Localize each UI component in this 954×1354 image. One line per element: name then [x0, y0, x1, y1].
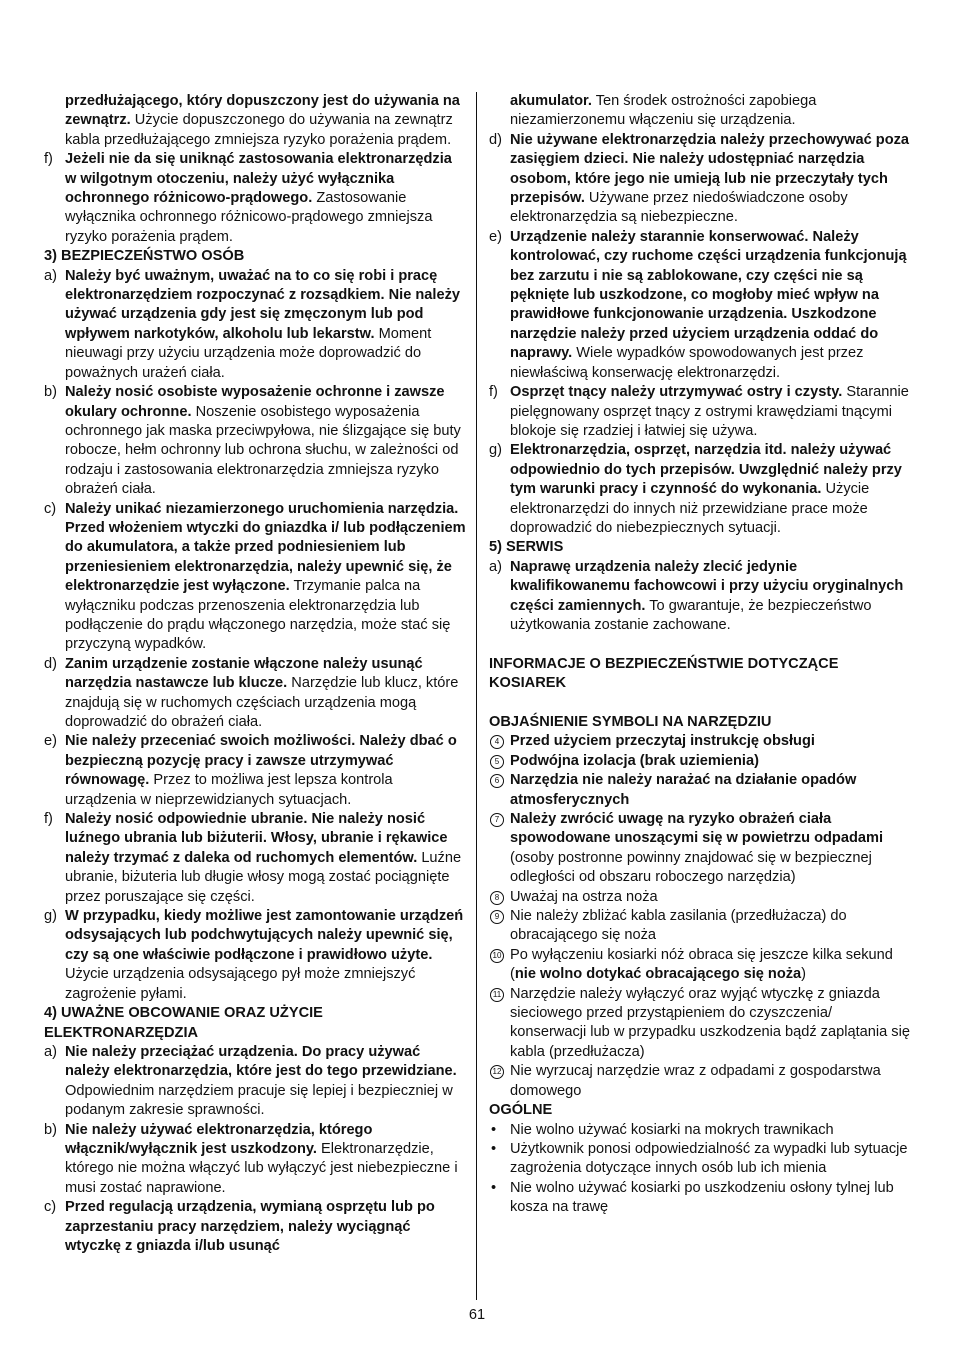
item-bold-text: Zanim urządzenie zostanie włączone należy usunąć narzędzia nastawcze lub klucze. — [65, 655, 423, 692]
circled-number: 7 — [490, 813, 504, 827]
right-column — [489, 92, 912, 1218]
circled-number: 4 — [490, 735, 504, 749]
item-label: e) — [489, 228, 502, 245]
symbol-item — [489, 810, 912, 888]
continued-paragraph: akumulator. Ten środek ostrożności zapobiega niezamierzonemu włączeniu się urządzenia. — [510, 93, 817, 129]
item-bold-text: Nie używane elektronarzędzia należy przechowywać poza zasięgiem dzieci. Nie należy udostępniać narzędzia osobom, które jego nie umieją lub nie przeczytały tych przepisów. — [510, 131, 910, 207]
symbol-text: (osoby postronne powinny znajdować się w bezpiecznej odległości od obszaru roboczego narzędzia) — [510, 849, 872, 886]
item-label: c) — [44, 1199, 57, 1216]
circled-number: 10 — [490, 949, 504, 963]
symbol-item — [489, 732, 912, 751]
item-label: a) — [44, 267, 57, 284]
item-text: Przez to możliwa jest lepsza kontrola urządzenia w nieprzewidzianych sytuacjach. — [65, 772, 393, 808]
symbol-item — [489, 888, 912, 907]
item-bold-text: Należy nosić osobiste wyposażenie ochronne i zawsze okulary ochronne. — [65, 384, 445, 420]
symbol-bold-text: Należy zwrócić uwagę na ryzyko obrażeń ciała spowodowane unoszącymi się w powietrzu odpadami — [510, 811, 884, 847]
list-item — [489, 558, 912, 636]
item-text: Starannie pielęgnowany osprzęt tnący z ostrymi krawędziami tnącymi blokoje się rzadziej i łatwiej się używa. — [510, 384, 909, 439]
item-label: a) — [44, 1043, 57, 1060]
item-bold-text: Naprawę urządzenia należy zlecić jedynie kwalifikowanemu fachowcowi i przy użyciu oryginalnych części zamiennych. — [510, 558, 904, 614]
item-label: e) — [44, 733, 57, 750]
left-column — [44, 92, 466, 1256]
list-item — [44, 732, 466, 810]
section-5-list — [489, 558, 912, 636]
circled-number: 12 — [490, 1065, 504, 1079]
page-number: 61 — [468, 1307, 486, 1323]
bullet-item — [489, 1179, 912, 1218]
list-item — [489, 131, 912, 228]
section-heading: INFORMACJE O BEZPIECZEŃSTWIE DOTYCZĄCE KOSIAREK — [489, 655, 839, 692]
list-item — [489, 383, 912, 441]
column-divider — [476, 92, 477, 1300]
list-item — [44, 655, 466, 733]
item-label: a) — [489, 558, 502, 575]
list-item — [44, 1198, 466, 1256]
item-text: Trzymanie palca na wyłączniku podczas przenoszenia elektronarzędzia lub podłączenie do prądu włączonego narzędzia, może stać się przyczyną wypadków. — [65, 578, 451, 653]
item-label: c) — [44, 500, 57, 517]
section-4-list — [44, 1043, 466, 1256]
item-bold-text: Nie należy używać elektronarzędzia, którego włącznik/wyłącznik jest uszkodzony. — [65, 1121, 373, 1157]
item-text: Wiele wypadków spowodowanych jest przez niewłaściwą konserwację elektronarzędzi. — [510, 345, 864, 381]
list-item — [44, 383, 466, 499]
item-text: To gwarantuje, że bezpieczeństwo użytkowania zostanie zachowane. — [510, 597, 872, 633]
symbol-item — [489, 946, 912, 985]
section-heading: OGÓLNE — [489, 1102, 553, 1119]
symbol-item — [489, 752, 912, 771]
list-item — [44, 907, 466, 1004]
bullet-item — [489, 1140, 912, 1179]
item-bold-text: Przed regulacją urządzenia, wymianą osprzętu lub po zaprzestaniu pracy narzędziem, należy wyciągnąć wtyczkę z gniazda i/lub usunąć — [65, 1199, 435, 1254]
item-bold-text: Nie należy przeciążać urządzenia. Do pracy używać należy elektronarzędzia, które jest do tego przewidziane. — [65, 1043, 457, 1080]
list-item — [44, 267, 466, 383]
symbol-text: Uważaj na ostrza noża — [510, 888, 658, 905]
symbol-text: Po wyłączeniu kosiarki nóż obraca się jeszcze kilka sekund ( — [510, 946, 893, 983]
bullet-text: Nie wolno używać kosiarki po uszkodzeniu osłony tylnej lub kosza na trawę — [510, 1179, 894, 1216]
bullet-icon: • — [491, 1121, 497, 1138]
list-item — [44, 1121, 466, 1199]
symbol-item — [489, 771, 912, 810]
list-item — [489, 441, 912, 538]
symbol-text: Nie wyrzucaj narzędzie wraz z odpadami z gospodarstwa domowego — [510, 1063, 881, 1099]
bullet-icon: • — [491, 1179, 497, 1196]
item-text: Noszenie osobistego wyposażenia ochronnego jak maska przeciwpyłowa, nie ślizgające się buty robocze, hełm ochronny lub ochrona słuchu, w zależności od rodzaju i zastosowania elektronarzędzia zmniejsza ryzyko obrażeń ciała. — [65, 403, 461, 498]
item-bold-text: Należy nosić odpowiednie ubranie. Nie należy nosić luźnego ubrania lub biżuterii. Włosy, ubranie i rękawice należy trzymać z daleka od ruchomych elementów. — [65, 811, 448, 866]
item-label: f) — [44, 811, 53, 828]
item-text: Narzędzie lub klucz, które znajdują się w ruchomych częściach urządzenia mogą doprowadzić do obrażeń ciała. — [65, 675, 459, 730]
list-item — [44, 500, 466, 655]
item-text: Luźne ubranie, biżuteria lub długie włosy mogą zostać pociągnięte przez poruszające się części. — [65, 849, 462, 905]
item-bold-text: W przypadku, kiedy możliwe jest zamontowanie urządzeń odsysających lub podchwytujących należy upewnić się, czy są one właściwie podłączone i prawidłowo użyte. — [65, 908, 464, 963]
item-label: g) — [44, 908, 57, 925]
item-label: f) — [489, 384, 498, 401]
item-bold-text: Elektronarzędzia, osprzęt, narzędzia itd. należy używać odpowiednio do tych przepisów. Uwzględnić należy przy tym warunki pracy i czynność do wykonania. — [510, 442, 902, 498]
bullet-item — [489, 1121, 912, 1140]
item-label: d) — [44, 655, 57, 672]
item-text: Użycie elektronarzędzi do innych niż przewidziane prace może doprowadzić do niebezpiecznych sytuacji. — [510, 481, 870, 536]
item-bold-text: Należy być uważnym, uważać na to co się robi i pracę elektronarzędziem rozpoczynać z rozsądkiem. Nie należy używać urządzenia gdy jest się zmęczonym lub pod wpływem narkotyków, alkoholu lub lekarstw. — [65, 267, 460, 342]
symbol-list — [489, 732, 912, 1101]
symbol-bold-text: Przed użyciem przeczytaj instrukcję obsługi — [510, 733, 815, 750]
list-item — [489, 228, 912, 383]
circled-number: 5 — [490, 755, 504, 769]
item-label: b) — [44, 384, 57, 401]
bullet-text: Nie wolno używać kosiarki na mokrych trawnikach — [510, 1121, 834, 1138]
section-4-list-continued — [489, 131, 912, 539]
section-heading: OBJAŚNIENIE SYMBOLI NA NARZĘDZIU — [489, 713, 772, 730]
symbol-bold-text: Narzędzia nie należy narażać na działanie opadów atmosferycznych — [510, 772, 857, 808]
item-text: Moment nieuwagi przy użyciu urządzenia może doprowadzić do poważnych urażeń ciała. — [65, 325, 432, 381]
symbol-item — [489, 907, 912, 946]
item-label: g) — [489, 442, 502, 459]
symbol-text: ) — [801, 966, 807, 983]
section-heading: 3) BEZPIECZEŃSTWO OSÓB — [44, 248, 245, 265]
item-bold-text: Urządzenie należy starannie konserwować. Należy kontrolować, czy ruchome części urządzenia funkcjonują bez zarzutu i nie są zablokowane, czy części nie są pęknięte lub uszkodzone, co mogłoby mieć wpływ na prawidłowe funkcjonowanie urządzenia. Uszkodzone narzędzie należy przed użyciem urządzenia oddać do naprawy. — [510, 228, 907, 362]
circled-number: 11 — [490, 988, 504, 1002]
item-label: b) — [44, 1121, 57, 1138]
item-text: Odpowiednim narzędziem pracuje się lepiej i bezpieczniej w podanym zakresie sprawności. — [65, 1082, 453, 1119]
circled-number: 6 — [490, 774, 504, 788]
list-item: f) Jeżeli nie da się uniknąć zastosowania elektronarzędzia w wilgotnym otoczeniu, należy użyć wyłącznika ochronnego różnicowo-prądowego. Zastosowanie wyłącznika ochronnego różnicowo-prądowego zmniejsza ryzyko porażenia prądem. — [44, 151, 452, 245]
symbol-item — [489, 985, 912, 1063]
circled-number: 9 — [490, 910, 504, 924]
item-bold-text: Należy unikać niezamierzonego uruchomienia narzędzia. Przed włożeniem wtyczki do gniazdka i/ lub podłączeniem do akumulatora, a także przed podniesieniem lub przeniesieniem elektronarzędzia, należy upewnić się, że elektronarzędzie jest wyłączone. — [65, 500, 466, 595]
symbol-item — [489, 1062, 912, 1101]
section-heading: 5) SERWIS — [489, 539, 564, 556]
bullet-text: Użytkownik ponosi odpowiedzialność za wypadki lub sytuacje zagrożenia dotyczące innych osób lub ich mienia — [510, 1140, 908, 1177]
item-bold-text: Nie należy przeceniać swoich możliwości. Należy dbać o bezpieczną pozycję pracy i zawsze utrzymywać równowagę. — [65, 733, 457, 789]
list-item — [44, 810, 466, 907]
item-text: Użycie urządzenia odsysającego pył może zmniejszyć zagrożenie pyłami. — [65, 966, 416, 1002]
bullet-list — [489, 1121, 912, 1218]
list-item — [44, 1043, 466, 1121]
symbol-text: Narzędzie należy wyłączyć oraz wyjąć wtyczkę z gniazda sieciowego przed przystąpieniem do czyszczenia/ konserwacji lub w przypadku uszkodzenia bądź zaplątania się kabla (przedłużacza) — [510, 985, 910, 1060]
circled-number: 8 — [490, 891, 504, 905]
item-text: Elektronarzędzie, którego nie można włączyć lub wyłączyć jest niebezpieczne i musi zostać naprawione. — [65, 1140, 458, 1196]
item-bold-text: Osprzęt tnący należy utrzymywać ostry i czysty. — [510, 384, 843, 401]
symbol-text: Nie należy zbliżać kabla zasilania (przedłużacza) do obracającego się noża — [510, 908, 847, 944]
symbol-bold-text: nie wolno dotykać obracającego się noża — [514, 966, 802, 983]
section-heading: 4) UWAŻNE OBCOWANIE ORAZ UŻYCIE ELEKTRONARZĘDZIA — [44, 1005, 323, 1041]
section-3-list — [44, 267, 466, 1004]
continued-paragraph: przedłużającego, który dopuszczony jest do używania na zewnątrz. Użycie dopuszczonego do używania na zewnątrz kabla przedłużającego zmniejsza ryzyko porażenia prądem. — [65, 93, 460, 148]
item-text: Używane przez niedoświadczone osoby elektronarzędzia są niebezpieczne. — [510, 190, 848, 226]
bullet-icon: • — [491, 1140, 497, 1157]
symbol-bold-text: Podwójna izolacja (brak uziemienia) — [510, 752, 759, 769]
item-label: d) — [489, 131, 502, 148]
